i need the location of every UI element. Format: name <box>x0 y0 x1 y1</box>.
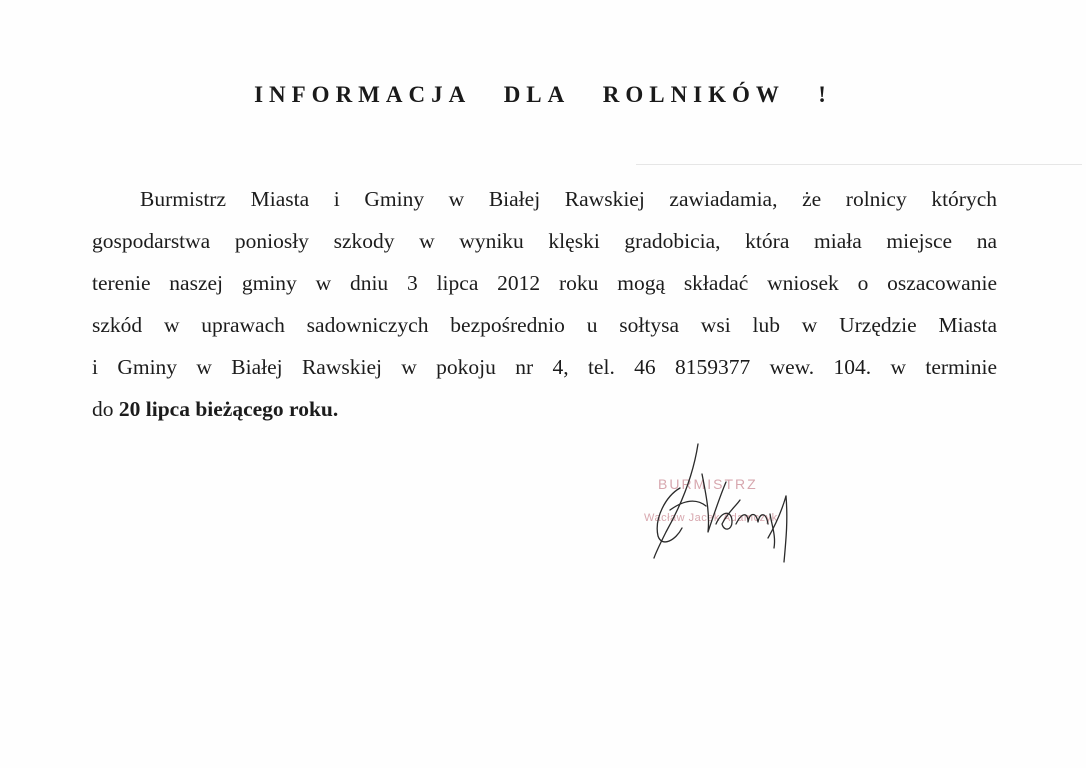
deadline-prefix: do <box>92 397 119 421</box>
stamp-title: BURMISTRZ <box>658 476 758 492</box>
body-line-2: gospodarstwa poniosły szkody w wyniku klęski gradobicia, która miała miejsce na <box>92 229 997 253</box>
body-line-3: terenie naszej gminy w dniu 3 lipca 2012 roku mogą składać wniosek o oszacowanie <box>92 271 997 295</box>
mayor-stamp-signature <box>636 440 806 570</box>
body-line-6 <box>92 388 997 430</box>
announcement-body <box>92 178 997 430</box>
handwritten-signature <box>636 440 806 570</box>
scan-artifact-line <box>636 164 1082 165</box>
body-line-1: Burmistrz Miasta i Gminy w Białej Rawskiej zawiadamia, że rolnicy których <box>140 187 997 211</box>
deadline-date: 20 lipca bieżącego roku. <box>118 397 339 421</box>
body-line-4: szkód w uprawach sadowniczych bezpośrednio u sołtysa wsi lub w Urzędzie Miasta <box>92 313 997 337</box>
stamp-name: Wacław Jacek Adamczyk <box>644 512 778 524</box>
body-line-5: i Gminy w Białej Rawskiej w pokoju nr 4, tel. 46 8159377 wew. 104. w terminie <box>92 355 997 379</box>
document-title: INFORMACJA DLA ROLNIKÓW ! <box>254 82 832 107</box>
